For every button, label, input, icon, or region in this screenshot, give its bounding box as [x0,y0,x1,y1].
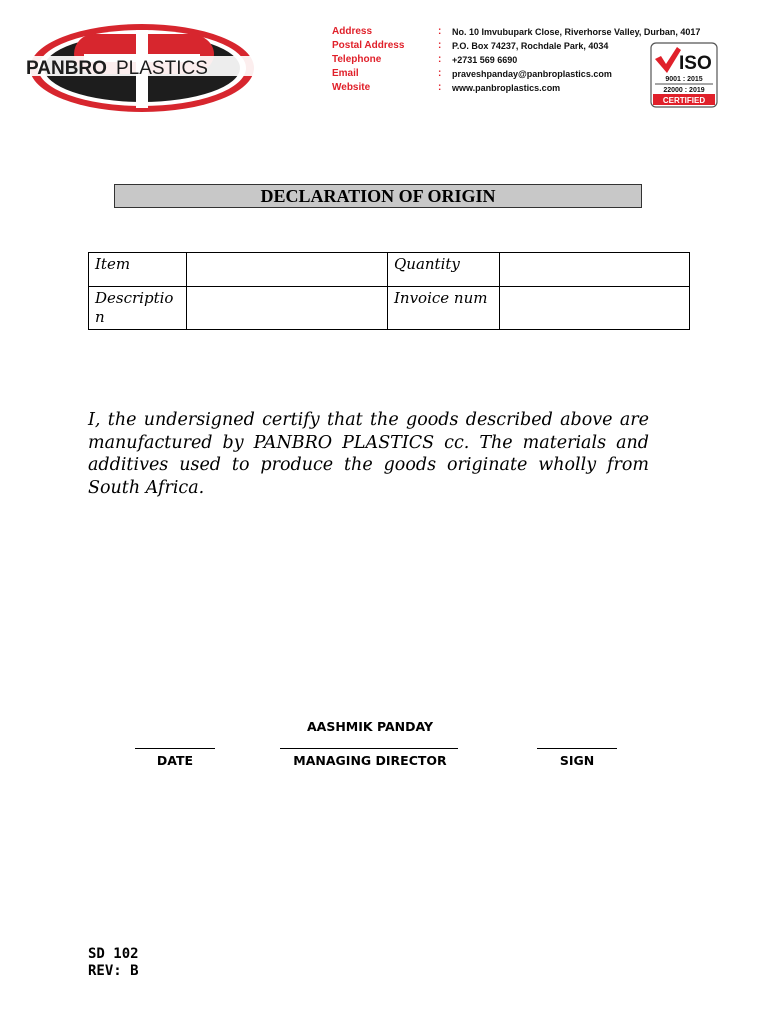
svg-text:PLASTICS: PLASTICS [116,58,208,79]
iso-status: CERTIFIED [662,96,706,105]
quantity-value[interactable] [500,253,690,287]
signatory-name: AASHMIK PANDAY [307,719,433,734]
certification-statement: I, the undersigned certify that the goods described above are manufactured by PANBRO PLASTICS cc. The materials and additives used to produce the goods originate wholly from South Africa. [88,410,649,498]
contact-colon: : [438,82,442,93]
contact-label: Address [332,26,373,37]
contact-colon: : [438,54,442,65]
date-line [135,748,215,749]
contact-colon: : [438,68,442,79]
website-value: www.panbroplastics.com [452,83,561,93]
document-title: DECLARATION OF ORIGIN [114,184,642,208]
telephone-value: +2731 569 6690 [452,55,518,65]
doc-code: SD 102 [88,946,139,962]
postal-value: P.O. Box 74237, Rochdale Park, 4034 [452,41,609,51]
contact-label: Website [332,82,371,93]
item-label: Item [89,253,187,287]
iso-line1: 9001 : 2015 [665,76,703,83]
iso-certified-badge [650,42,718,108]
logo-text: PANBRO [26,58,107,79]
sign-line [537,748,617,749]
item-value[interactable] [187,253,388,287]
table-row [89,253,690,287]
table-row [89,287,690,330]
contact-colon: : [438,26,442,37]
contact-label: Telephone [332,54,382,65]
contact-colon: : [438,40,442,51]
iso-line2: 22000 : 2019 [663,87,705,94]
managing-director-label: MANAGING DIRECTOR [293,753,447,768]
invoice-num-label: Invoice num [388,287,500,330]
director-line [280,748,458,749]
document-footer [88,946,139,980]
revision: REV: B [88,963,139,979]
email-value: praveshpanday@panbroplastics.com [452,69,612,79]
description-value[interactable] [187,287,388,330]
contact-label: Postal Address [332,40,405,51]
address-value: No. 10 Imvubupark Close, Riverhorse Valley, Durban, 4017 [452,27,701,37]
date-label: DATE [156,753,194,768]
iso-mark: ISO [679,53,712,74]
contact-label: Email [332,68,359,79]
declaration-table [88,252,690,330]
panbro-logo [24,20,260,116]
sign-label: SIGN [559,753,595,768]
invoice-num-value[interactable] [500,287,690,330]
quantity-label: Quantity [388,253,500,287]
description-label: Descriptio n [89,287,187,330]
